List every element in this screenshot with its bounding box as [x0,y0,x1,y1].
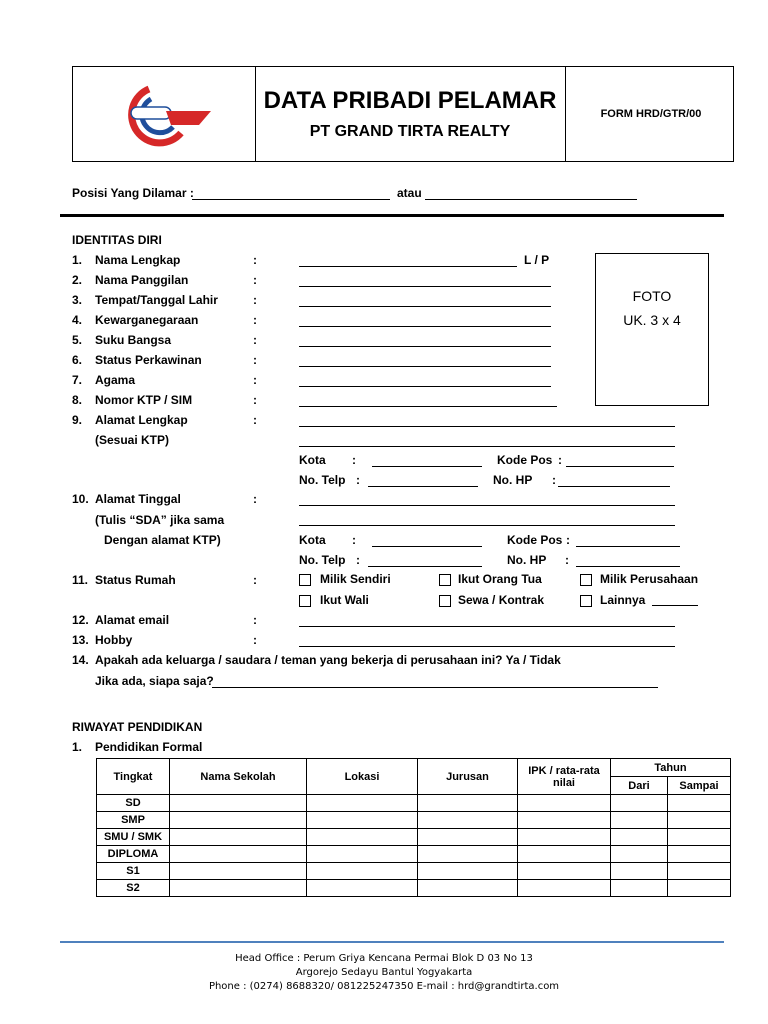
field-label: Nama Lengkap [95,253,181,267]
checkbox-box[interactable] [299,595,311,607]
position-label: Posisi Yang Dilamar : [72,186,194,200]
col-header: Nama Sekolah [170,759,307,795]
postcode-input-2[interactable] [576,535,680,547]
field-label: Nama Panggilan [95,273,189,287]
mobile-input-2[interactable] [576,555,680,567]
col-header: Lokasi [307,759,418,795]
col-subheader: Dari [611,777,668,795]
col-header: Tahun [611,759,731,777]
religion-input[interactable] [299,375,551,387]
footer-divider [60,941,724,943]
field-label: Alamat email [95,613,170,627]
education-table [96,758,731,897]
citizenship-input[interactable] [299,315,551,327]
ktp-address-input-1[interactable] [299,415,675,427]
level-cell: DIPLOMA [97,846,170,863]
field-label: Status Perkawinan [95,353,202,367]
identity-heading: IDENTITAS DIRI [72,233,162,247]
ktp-address-input-2[interactable] [299,435,675,447]
ktp-note: (Sesuai KTP) [95,433,170,447]
city-input-2[interactable] [372,535,482,547]
col-header: Tingkat [97,759,170,795]
logo-cell [73,67,256,161]
field-label: Agama [95,373,136,387]
phone-input-2[interactable] [368,555,482,567]
level-cell: SMP [97,812,170,829]
sda-note-2: Dengan alamat KTP) [104,533,221,547]
mobile-label: No. HP [507,553,547,567]
field-label: Nomor KTP / SIM [95,393,193,407]
level-cell: SMU / SMK [97,829,170,846]
city-input[interactable] [372,455,482,467]
photo-size: UK. 3 x 4 [623,312,681,328]
checkbox-box[interactable] [439,574,451,586]
nickname-input[interactable] [299,275,551,287]
checkbox-box[interactable] [580,595,592,607]
section-divider [60,214,724,217]
checkbox-box[interactable] [299,574,311,586]
field-label: Tempat/Tanggal Lahir [95,293,218,307]
city-label: Kota [299,453,326,467]
question-text: Apakah ada keluarga / saudara / teman yang bekerja di perusahaan ini? Ya / Tidak [95,653,561,667]
level-cell: S1 [97,863,170,880]
col-header: Jurusan [418,759,518,795]
level-cell: SD [97,795,170,812]
sda-note: (Tulis “SDA” jika sama [95,513,225,527]
form-code: FORM HRD/GTR/00 [600,108,702,120]
field-label: Suku Bangsa [95,333,172,347]
footer-contact: Phone : (0274) 8688320/ 081225247350 E-mail : hrd@grandtirta.com [208,981,560,992]
footer-city: Argorejo Sedayu Bantul Yogyakarta [295,967,473,978]
phone-input[interactable] [368,475,478,487]
photo-box [595,253,709,406]
field-label: Hobby [95,633,133,647]
marital-input[interactable] [299,355,551,367]
postcode-input[interactable] [566,455,674,467]
field-label: Alamat Tinggal [95,492,181,506]
hobby-input[interactable] [299,635,675,647]
field-label: Kewarganegaraan [95,313,199,327]
checkbox-box[interactable] [580,574,592,586]
position-input-2[interactable] [425,188,637,200]
form-code-cell [565,67,736,161]
other-status-input[interactable] [652,594,698,606]
id-number-input[interactable] [299,395,557,407]
follow-up-label: Jika ada, siapa saja? [95,674,214,688]
photo-label: FOTO [632,288,672,304]
col-subheader: Sampai [668,777,731,795]
postcode-label: Kode Pos [507,533,563,547]
home-address-input-2[interactable] [299,514,675,526]
form-header [72,66,734,162]
email-input[interactable] [299,615,675,627]
footer-address: Head Office : Perum Griya Kencana Permai Blok D 03 No 13 [235,953,533,964]
education-heading: RIWAYAT PENDIDIKAN [72,720,203,734]
mobile-input[interactable] [558,475,670,487]
postcode-label: Kode Pos [497,453,553,467]
form-title: DATA PRIBADI PELAMAR [263,87,557,114]
company-name: PT GRAND TIRTA REALTY [309,123,511,140]
field-label: Alamat Lengkap [95,413,188,427]
checkbox-box[interactable] [439,595,451,607]
mobile-label: No. HP [493,473,533,487]
level-cell: S2 [97,880,170,897]
phone-label: No. Telp [299,473,346,487]
position-or-label: atau [397,186,422,200]
position-input-1[interactable] [192,188,390,200]
birth-input[interactable] [299,295,551,307]
relatives-input[interactable] [212,676,658,688]
full-name-input[interactable] [299,255,517,267]
col-header: IPK / rata-rata nilai [518,759,611,795]
ethnicity-input[interactable] [299,335,551,347]
field-label: Status Rumah [95,573,176,587]
gender-option[interactable]: L / P [524,253,550,267]
city-label: Kota [299,533,326,547]
home-address-input-1[interactable] [299,494,675,506]
phone-label: No. Telp [299,553,346,567]
company-logo [111,81,221,151]
